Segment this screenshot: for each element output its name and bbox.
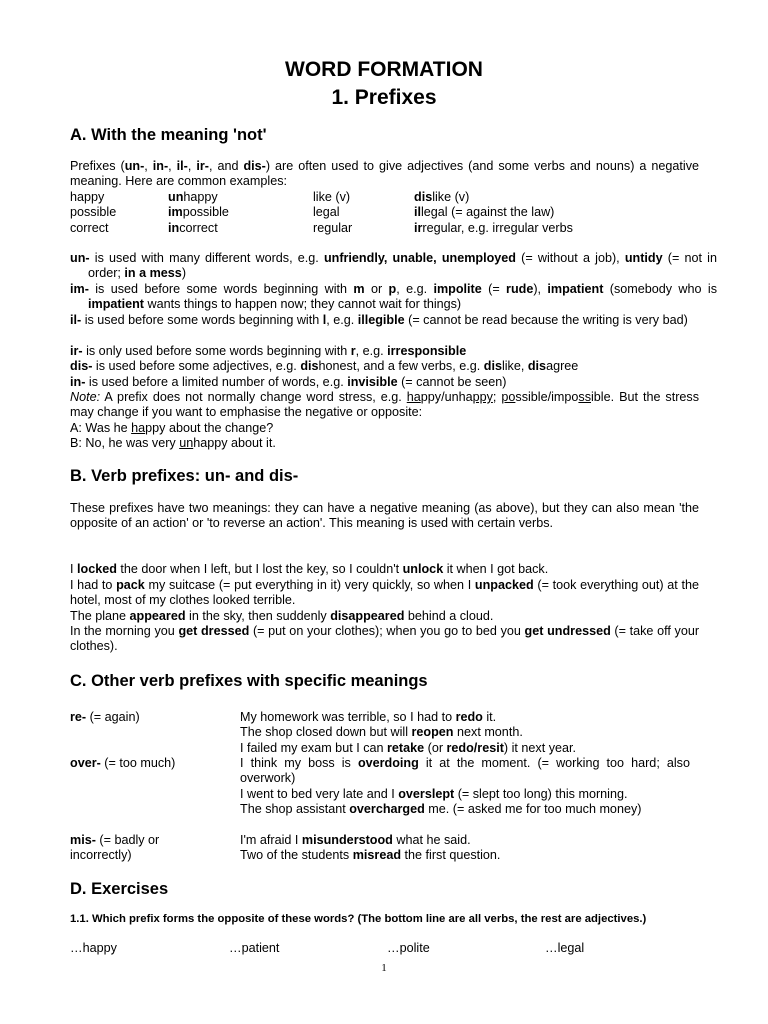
exercise-word: …happy: [70, 941, 117, 955]
example-base: happy: [70, 190, 105, 204]
exercise-word: …legal: [545, 941, 585, 955]
example-base: regular: [313, 221, 353, 235]
re-example: I failed my exam but I can retake (or redo/resit) it next year.: [240, 741, 577, 755]
rule-dis: dis- is used before some adjectives, e.g. dishonest, and a few verbs, e.g. dislike, disagree: [70, 359, 579, 373]
exercise-instruction: 1.1. Which prefix forms the opposite of these words? (The bottom line are all verbs, the rest are adjectives.): [70, 913, 647, 925]
dialog-line-a: A: Was he happy about the change?: [70, 421, 274, 435]
stress-note: Note: A prefix does not normally change word stress, e.g. happy/unhappy; possible/impossible. But the stress may change if you want to emphasise the negative or opposite:: [70, 390, 700, 420]
section-c-heading: C. Other verb prefixes with specific meanings: [70, 672, 428, 690]
prefix-over-label: over- (= too much): [70, 756, 176, 770]
example-prefixed: incorrect: [168, 221, 218, 235]
prefix-re-label: re- (= again): [70, 710, 140, 724]
prefix-mis-label-cont: incorrectly): [70, 848, 132, 862]
rule-un: un- is used with many different words, e.g. unfriendly, unable, unemployed (= without a job), untidy (= not in order; in a mess): [70, 251, 717, 281]
prefix-mis-label: mis- (= badly or: [70, 833, 160, 847]
document-subtitle: 1. Prefixes: [331, 86, 437, 109]
example-sentence: I had to pack my suitcase (= put everything in it) very quickly, so when I unpacked (= took everything out) at the hotel, most of my clothes looked terrible.: [70, 578, 700, 608]
section-d-heading: D. Exercises: [70, 880, 169, 898]
exercise-word: …polite: [387, 941, 430, 955]
section-a-intro: Prefixes (un-, in-, il-, ir-, and dis-) are often used to give adjectives (and some verbs and nouns) a negative meaning. Here are common examples:: [70, 159, 700, 189]
exercise-word: …patient: [229, 941, 280, 955]
example-base: correct: [70, 221, 109, 235]
over-example: The shop assistant overcharged me. (= asked me for too much money): [240, 802, 642, 816]
rule-il: il- is used before some words beginning with l, e.g. illegible (= cannot be read because the writing is very bad): [70, 313, 688, 327]
example-base: like (v): [313, 190, 351, 204]
rule-im: im- is used before some words beginning with m or p, e.g. impolite (= rude), impatient (somebody who is impatient wants things to happen now; they cannot wait for things): [70, 282, 717, 312]
section-a-heading: A. With the meaning 'not': [70, 126, 267, 144]
over-example: I think my boss is overdoing it at the moment. (= working too hard; also overwork): [240, 756, 690, 786]
mis-example: Two of the students misread the first question.: [240, 848, 501, 862]
example-base: possible: [70, 205, 117, 219]
example-prefixed: dislike (v): [414, 190, 470, 204]
document-title: WORD FORMATION: [285, 58, 483, 81]
example-sentence: The plane appeared in the sky, then suddenly disappeared behind a cloud.: [70, 609, 494, 623]
section-b-intro: These prefixes have two meanings: they can have a negative meaning (as above), but they can also mean 'the opposite of an action' or 'to reverse an action'. This meaning is used with certain verbs.: [70, 501, 699, 531]
rule-in: in- is used before a limited number of words, e.g. invisible (= cannot be seen): [70, 375, 507, 389]
rule-ir: ir- is only used before some words beginning with r, e.g. irresponsible: [70, 344, 467, 358]
re-example: The shop closed down but will reopen next month.: [240, 725, 523, 739]
dialog-line-b: B: No, he was very unhappy about it.: [70, 436, 276, 450]
mis-example: I'm afraid I misunderstood what he said.: [240, 833, 471, 847]
example-sentence: In the morning you get dressed (= put on your clothes); when you go to bed you get undressed (= take off your clothes).: [70, 624, 700, 654]
example-prefixed: unhappy: [168, 190, 218, 204]
page-number: 1: [381, 962, 387, 974]
section-b-heading: B. Verb prefixes: un- and dis-: [70, 467, 299, 485]
example-sentence: I locked the door when I left, but I lost the key, so I couldn't unlock it when I got back.: [70, 562, 549, 576]
example-prefixed: illegal (= against the law): [414, 205, 555, 219]
example-base: legal: [313, 205, 340, 219]
re-example: My homework was terrible, so I had to redo it.: [240, 710, 497, 724]
example-prefixed: impossible: [168, 205, 229, 219]
over-example: I went to bed very late and I overslept (= slept too long) this morning.: [240, 787, 628, 801]
example-prefixed: irregular, e.g. irregular verbs: [414, 221, 573, 235]
